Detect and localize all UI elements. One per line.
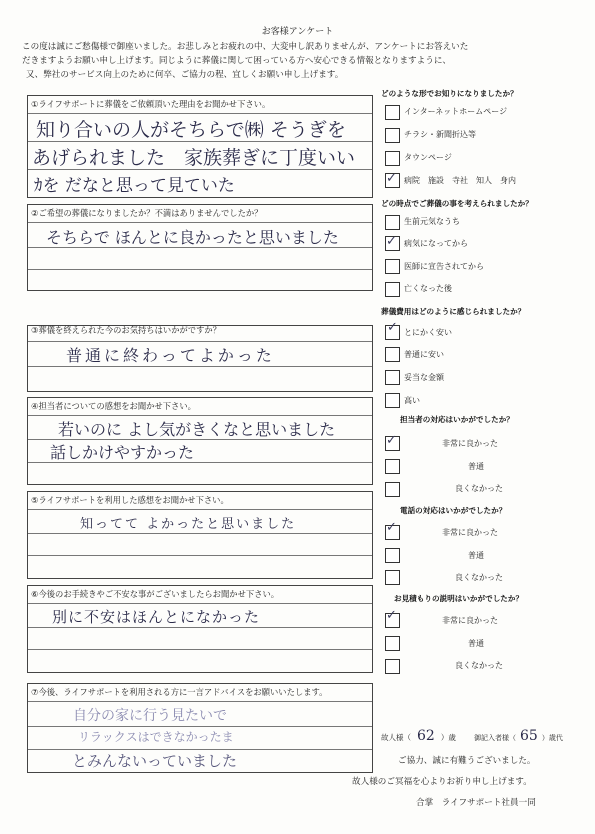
closing-prayer: 故人様のご冥福を心よりお祈り申し上げます。	[352, 777, 532, 787]
survey-heading-phone: 電話の対応はいかがでしたか？	[400, 506, 507, 515]
option-label: 妥当な金額	[404, 373, 444, 382]
option-label: チラシ・新聞折込等	[404, 130, 476, 139]
question-7-box	[27, 683, 373, 773]
option-label: 良くなかった	[455, 661, 503, 670]
option-label: 高い	[404, 396, 420, 405]
answer-line: とみんないっていました	[72, 752, 238, 770]
answer-line: リラックスはできなかったま	[78, 730, 234, 744]
checkbox-staff-normal[interactable]	[385, 459, 400, 474]
closing-thanks: ご協力、誠に有難うございました。	[398, 756, 536, 766]
intro-line: 又、弊社のサービス向上のために何卒、ご協力の程、宜しくお願い申し上げます。	[26, 70, 344, 80]
answer-line: 若いのに よし気がきくなと思いました	[58, 420, 336, 439]
option-label: 良くなかった	[455, 573, 503, 582]
checkbox-internet[interactable]	[385, 105, 400, 120]
checkbox-phone-normal[interactable]	[385, 548, 400, 563]
question-3-box	[27, 325, 373, 392]
intro-line: この度は誠にご愁傷様で御座いました。お悲しみとお疲れの中、大変申し訳ありませんが、アンケートにお答えいた	[22, 42, 469, 52]
deceased-age-label: 故人様（	[381, 733, 411, 742]
option-label: 非常に良かった	[442, 528, 498, 537]
question-1-box	[27, 95, 373, 198]
checkbox-healthy[interactable]	[385, 215, 400, 230]
option-label: 普通	[468, 462, 484, 471]
option-label: インターネットホームページ	[404, 107, 508, 116]
check-mark-icon: ✓	[386, 520, 397, 535]
option-label: 病気になってから	[404, 239, 468, 248]
answer-line: 話しかけやすかった	[50, 443, 195, 462]
question-5-label: ⑤ライフサポートを利用した感想をお聞かせ下さい。	[31, 495, 229, 505]
question-4-label: ④担当者についての感想をお聞かせ下さい。	[31, 401, 196, 411]
deceased-age-unit: ）歳	[440, 733, 456, 742]
question-6-box	[27, 585, 373, 673]
answer-line: ｶを だなと思って見ていた	[34, 176, 235, 196]
checkbox-staff-bad[interactable]	[385, 482, 400, 497]
check-mark-icon: ✓	[387, 320, 398, 335]
question-6-label: ⑥今後のお手続きやご不安な事がございましたらお聞かせ下さい。	[31, 589, 280, 599]
answer-line: 自分の家に行う見たいで	[73, 708, 227, 724]
option-label: とにかく安い	[404, 328, 452, 337]
survey-title: お客様アンケート	[261, 27, 334, 37]
option-label: 病院 施設 寺社 知人 身内	[404, 176, 516, 185]
checkbox-expensive[interactable]	[385, 393, 400, 408]
checkbox-estimate-bad[interactable]	[385, 659, 400, 674]
answer-line: あげられました 家族葬ぎに丁度いい	[32, 147, 356, 169]
deceased-age-value: 62	[417, 728, 435, 744]
question-7-label: ⑦今後、ライフサポートを利用される方に一言アドバイスをお願いいたします。	[31, 687, 328, 697]
check-mark-icon: ✓	[386, 171, 397, 186]
option-label: 非常に良かった	[442, 616, 498, 625]
question-4-box	[27, 397, 373, 485]
option-label: 普通	[468, 551, 484, 560]
option-label: タウンページ	[404, 153, 452, 162]
question-3-label: ③葬儀を終えられた今のお気持ちはいかがですか？	[31, 325, 221, 335]
option-label: 非常に良かった	[442, 439, 498, 448]
survey-heading-estimate: お見積もりの説明はいかがでしたか？	[394, 594, 524, 603]
check-mark-icon: ✓	[386, 608, 397, 623]
survey-heading-timing: どの時点でご葬儀の事を考えられましたか？	[381, 199, 533, 208]
checkbox-townpage[interactable]	[385, 151, 400, 166]
answer-line: そちらで ほんとに良かったと思いました	[46, 228, 339, 247]
option-label: 医師に宣告されてから	[404, 262, 484, 271]
checkbox-cheap[interactable]	[385, 347, 400, 362]
answer-line: 別に不安はほんとになかった	[52, 608, 261, 626]
check-mark-icon: ✓	[386, 433, 397, 448]
question-5-box	[27, 491, 373, 579]
checkbox-diagnosis[interactable]	[385, 259, 400, 274]
intro-line: だきますようお願い申し上げます。同じように葬儀に関して困っている方へ安心できる情報となりますように、	[22, 56, 452, 66]
question-1-label: ①ライフサポートに葬儀をご依頼頂いた理由をお聞かせ下さい。	[31, 99, 271, 109]
question-2-label: ②ご希望の葬儀になりましたか？不満はありませんでしたか？	[31, 208, 263, 218]
option-label: 普通	[468, 639, 484, 648]
checkbox-estimate-normal[interactable]	[385, 636, 400, 651]
deceased-age	[381, 728, 456, 744]
writer-age-value: 65	[520, 728, 538, 744]
option-label: 亡くなった後	[404, 284, 452, 293]
writer-age	[474, 728, 563, 744]
check-mark-icon: ✓	[386, 234, 397, 249]
answer-line: 知り合いの人がそちらで㈱ そうぎを	[36, 119, 346, 141]
answer-line: 知ってて よかったと思いました	[80, 517, 297, 532]
checkbox-after-death[interactable]	[385, 282, 400, 297]
checkbox-phone-bad[interactable]	[385, 570, 400, 585]
option-label: 良くなかった	[455, 484, 503, 493]
intro-text	[22, 40, 582, 82]
option-label: 生前元気なうち	[404, 217, 460, 226]
survey-heading-cost: 葬儀費用はどのように感じられましたか？	[381, 307, 526, 316]
survey-heading-staff: 担当者の対応はいかがでしたか？	[400, 415, 514, 424]
answer-line: 普通に終わってよかった	[66, 346, 275, 365]
checkbox-reasonable[interactable]	[385, 370, 400, 385]
question-2-box	[27, 204, 373, 291]
writer-age-label: 御記入者様（	[474, 734, 516, 742]
writer-age-unit: ）歳代	[541, 734, 563, 742]
option-label: 普通に安い	[404, 350, 444, 359]
closing-signature: 合掌 ライフサポート社員一同	[416, 798, 536, 808]
survey-heading-source: どのような形でお知りになりましたか？	[381, 89, 518, 98]
checkbox-flyer[interactable]	[385, 128, 400, 143]
